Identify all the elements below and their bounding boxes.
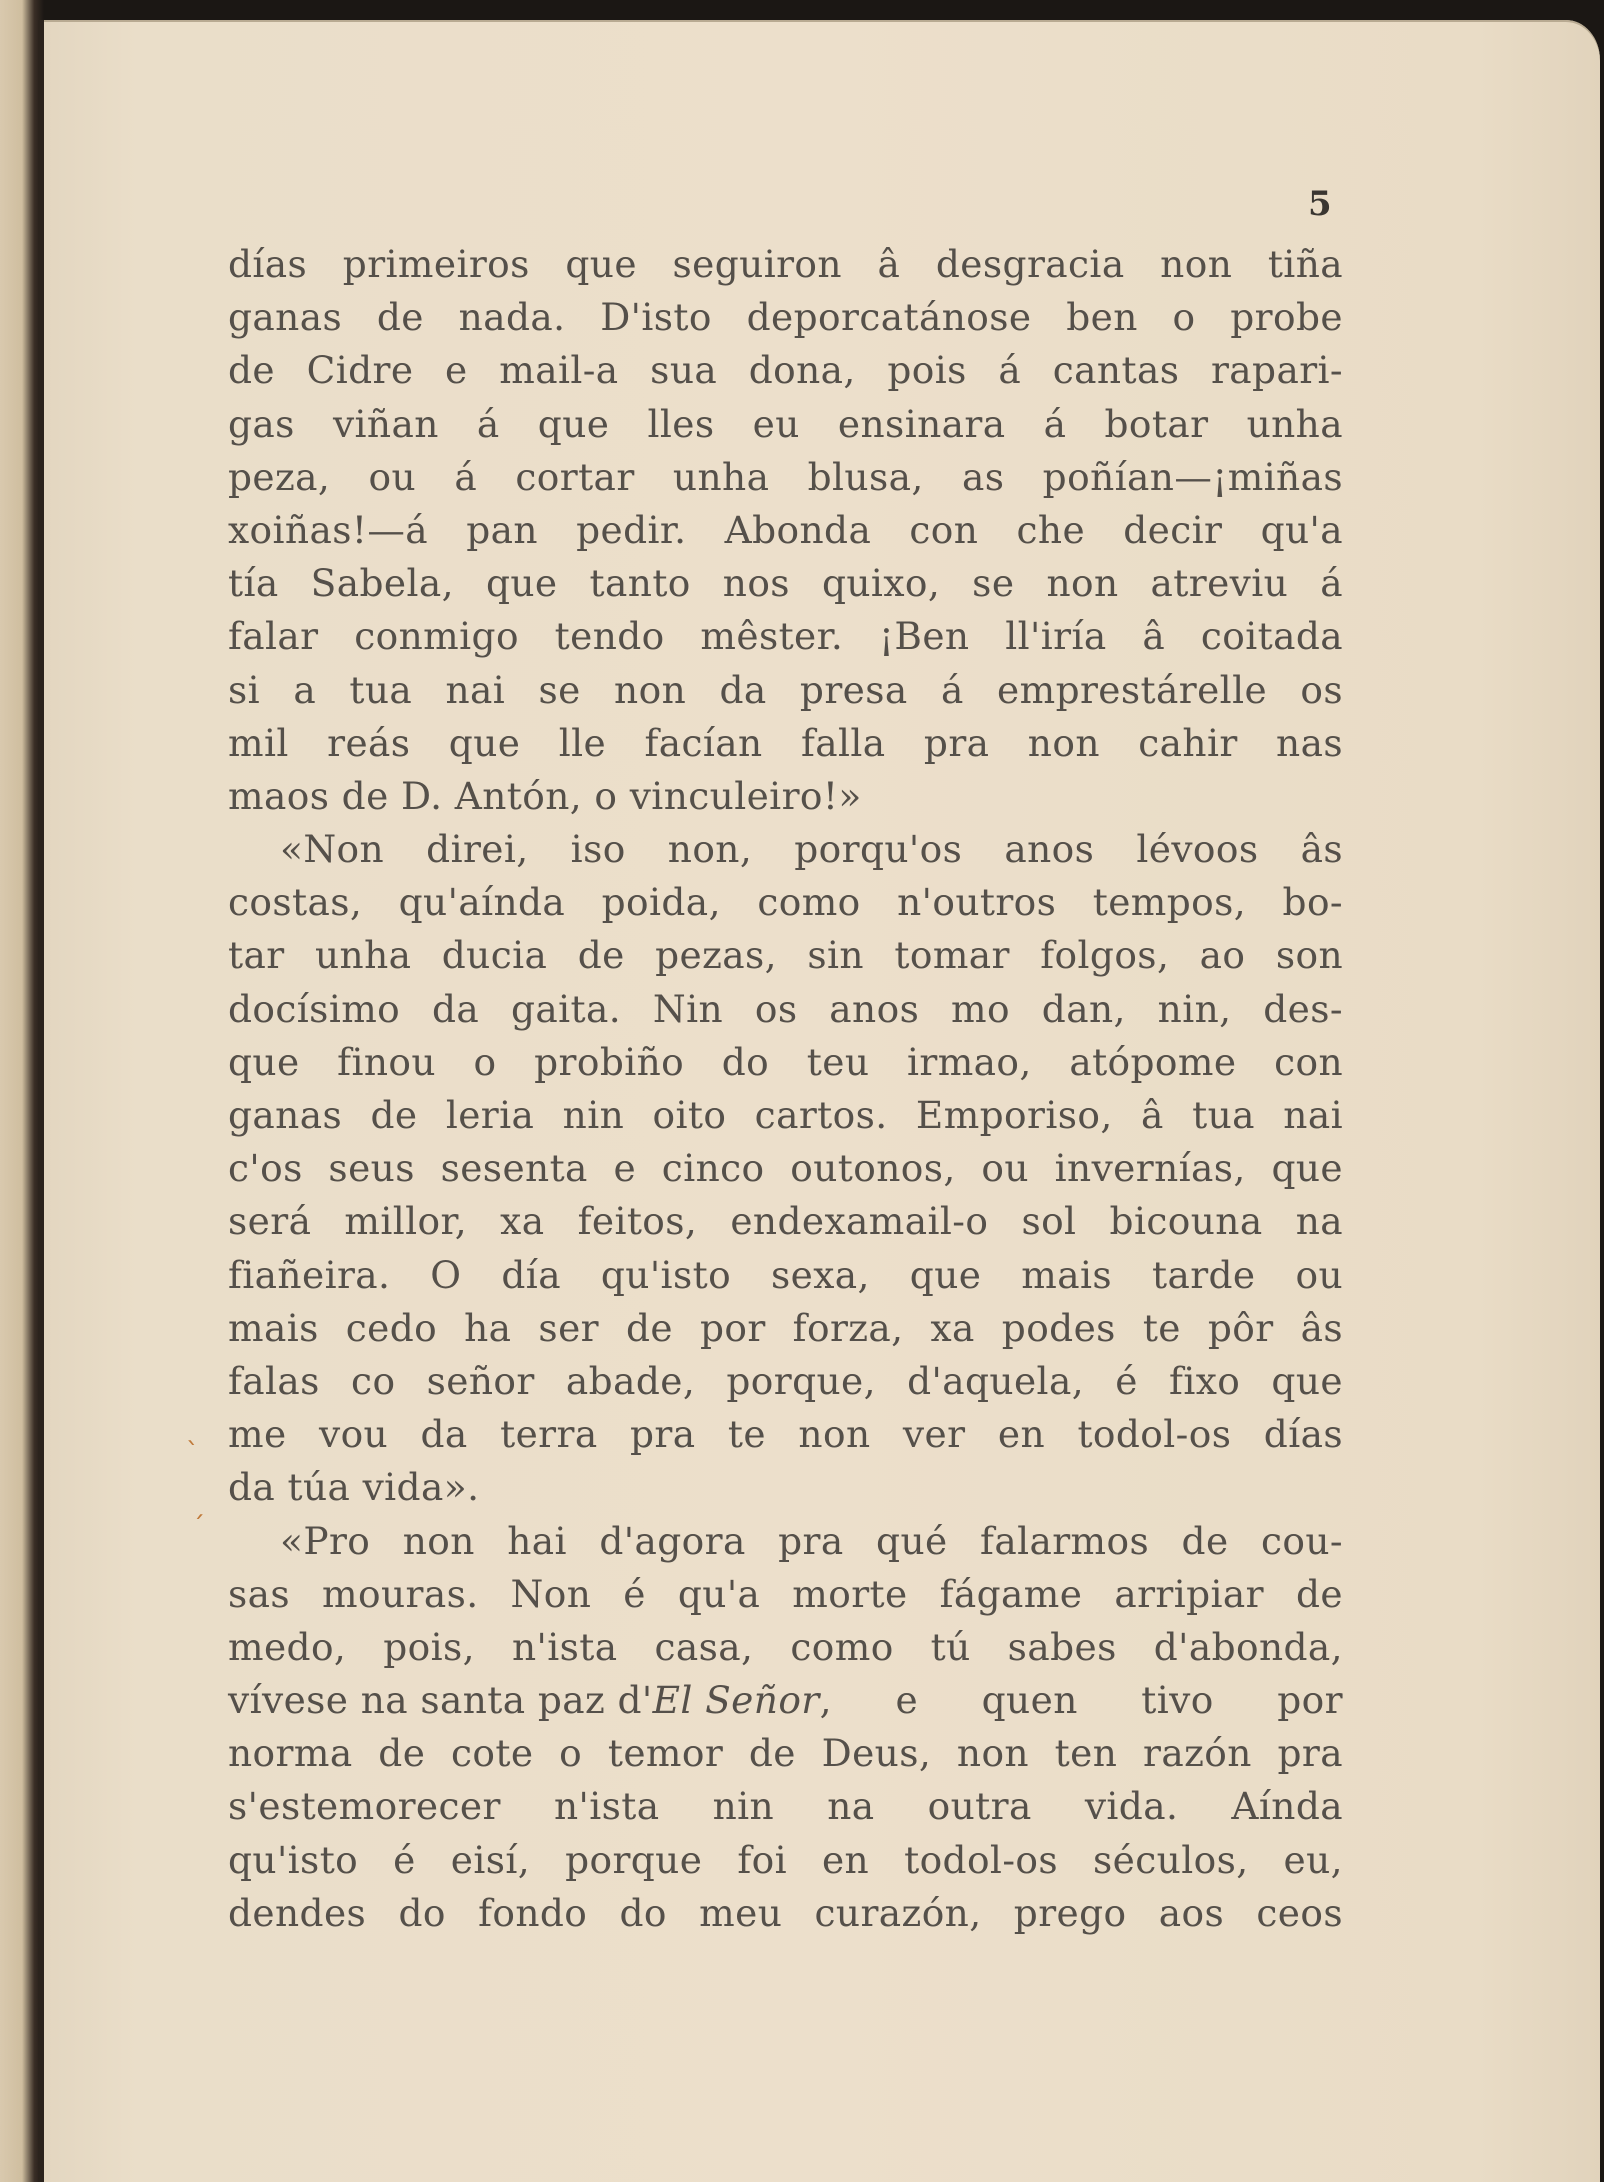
gutter-shadow [38,20,44,2182]
text-line: qu'isto é eisí, porque foi en todol-os séculos, eu, [228,1837,1343,1882]
text-line: costas, qu'aínda poida, como n'outros tempos, bo- [228,880,1343,925]
text-segment: vívese na santa paz d' [228,1678,653,1723]
text-line: ganas de leria nin oito cartos. Emporiso, â tua nai [228,1093,1343,1137]
text-line: mais cedo ha ser de por forza, xa podes te pôr âs [228,1305,1343,1350]
text-line: ganas de nada. D'isto deporcatánose ben o probe [228,295,1343,340]
text-line: «Pro non hai d'agora pra qué falarmos de cou- [280,1518,1343,1563]
text-line: dendes do fondo do meu curazón, prego aos ceos [228,1890,1343,1935]
text-line: mil reás que lle facían falla pra non cahir nas [228,720,1343,765]
italic-title: El Señor [652,1678,820,1723]
text-line: tar unha ducia de pezas, sin tomar folgos, ao son [228,933,1343,978]
text-line: tía Sabela, que tanto nos quixo, se non atreviu á [228,561,1343,606]
text-line: fiañeira. O día qu'isto sexa, que mais tarde ou [228,1252,1343,1297]
text-line: s'estemorecer n'ista nin na outra vida. Aínda [228,1784,1343,1829]
margin-mark: ˋ [186,1438,199,1468]
margin-mark: ˏ [192,1490,205,1520]
text-line: «Non direi, iso non, porqu'os anos lévoos âs [280,827,1343,872]
page-number: 5 [1308,184,1332,224]
text-line: c'os seus sesenta e cinco outonos, ou invernías, que [228,1146,1343,1191]
text-line: será millor, xa feitos, endexamail-o sol bicouna na [228,1199,1343,1244]
text-line: maos de D. Antón, o vinculeiro!» [228,773,862,818]
text-line: de Cidre e mail-a sua dona, pois á cantas rapari- [228,348,1343,393]
body-text [228,238,1343,1940]
text-segment: , e quen tivo por [819,1678,1343,1723]
text-line: gas viñan á que lles eu ensinara á botar unha [228,401,1343,446]
text-line: falas co señor abade, porque, d'aquela, é fixo que [228,1358,1343,1403]
text-line: falar conmigo tendo mêster. ¡Ben ll'iría â coitada [228,614,1343,659]
text-line: da túa vida». [228,1465,480,1510]
text-line: medo, pois, n'ista casa, como tú sabes d'abonda, [228,1624,1343,1669]
text-line: si a tua nai se non da presa á emprestárelle os [228,667,1343,712]
text-line: xoiñas!—á pan pedir. Abonda con che decir qu'a [228,507,1343,552]
text-line: norma de cote o temor de Deus, non ten razón pra [228,1731,1343,1776]
text-line: días primeiros que seguiron â desgracia non tiña [228,242,1343,286]
text-line [228,1674,1343,1727]
text-line: peza, ou á cortar unha blusa, as poñían—¡miñas [228,454,1343,499]
text-line: que finou o probiño do teu irmao, atópome con [228,1039,1343,1084]
text-line: sas mouras. Non é qu'a morte fágame arripiar de [228,1571,1343,1616]
text-line: me vou da terra pra te non ver en todol-os días [228,1412,1343,1457]
text-line: docísimo da gaita. Nin os anos mo dan, nin, des- [228,986,1343,1031]
